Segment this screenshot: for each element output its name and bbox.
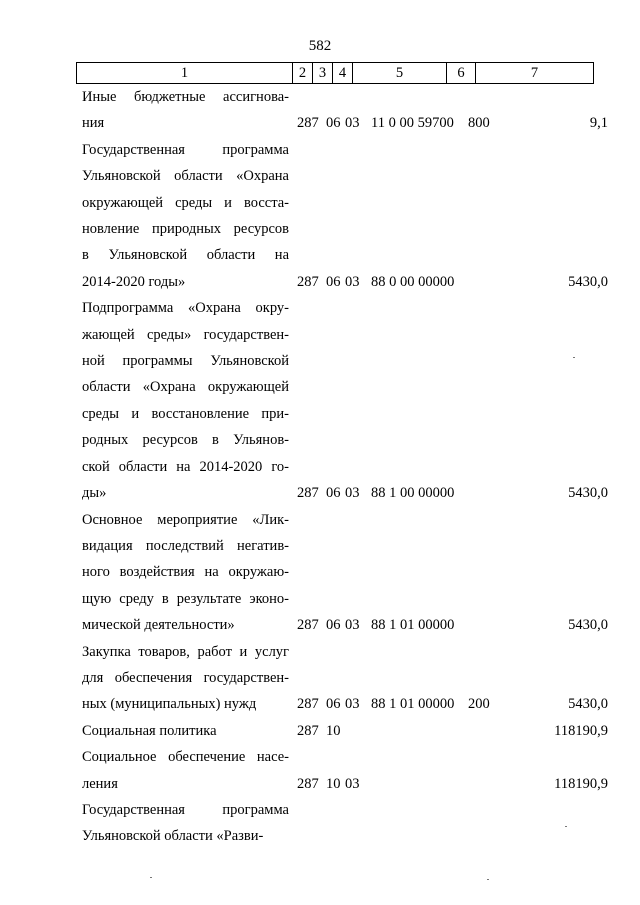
row-cell-c5: 88 0 00 00000 bbox=[371, 273, 455, 290]
description-line: Подпрограмма «Охрана окру- bbox=[82, 300, 289, 317]
header-col-1: 1 bbox=[77, 63, 293, 84]
table-row bbox=[0, 137, 640, 295]
header-col-5: 5 bbox=[353, 63, 447, 84]
description-line: Закупка товаров, работ и услуг bbox=[82, 643, 289, 660]
row-cell-c2: 287 bbox=[297, 696, 319, 713]
description-line: ления bbox=[82, 775, 118, 792]
description-line: родных ресурсов в Ульянов- bbox=[82, 432, 289, 449]
table-row bbox=[0, 507, 640, 639]
row-cell-c2: 287 bbox=[297, 115, 319, 132]
description-line: в Ульяновской области на bbox=[82, 247, 289, 264]
description-line: 2014-2020 годы» bbox=[82, 273, 186, 290]
header-col-4: 4 bbox=[333, 63, 353, 84]
row-description bbox=[82, 507, 289, 639]
description-line: Социальная политика bbox=[82, 722, 217, 739]
description-line: видация последствий негатив- bbox=[82, 537, 289, 554]
row-description bbox=[82, 295, 289, 506]
row-cell-c5: 11 0 00 59700 bbox=[371, 115, 454, 132]
column-header-row bbox=[77, 63, 594, 84]
page-number: 582 bbox=[308, 38, 332, 54]
header-col-7: 7 bbox=[476, 63, 594, 84]
row-cell-c6: 800 bbox=[468, 115, 490, 132]
description-line: Иные бюджетные ассигнова- bbox=[82, 89, 289, 105]
row-cell-c2: 287 bbox=[297, 722, 319, 739]
row-cell-c3: 06 bbox=[326, 115, 341, 132]
description-line: окружающей среды и восста- bbox=[82, 194, 289, 211]
description-line: новление природных ресурсов bbox=[82, 221, 289, 238]
row-cell-c5: 88 1 01 00000 bbox=[371, 617, 455, 634]
table-row bbox=[0, 639, 640, 718]
row-cell-c4: 03 bbox=[345, 696, 360, 713]
row-cell-c7: 5430,0 bbox=[568, 696, 608, 713]
row-cell-c2: 287 bbox=[297, 273, 319, 290]
description-line: ных (муниципальных) нужд bbox=[82, 696, 257, 713]
row-cell-c3: 06 bbox=[326, 485, 341, 502]
row-cell-c7: 118190,9 bbox=[554, 722, 608, 739]
row-cell-c4: 03 bbox=[345, 115, 360, 132]
description-line: Государственная программа bbox=[82, 801, 289, 818]
description-line: жающей среды» государствен- bbox=[82, 326, 289, 343]
budget-rows bbox=[0, 84, 640, 850]
description-line: Основное мероприятие «Лик- bbox=[82, 511, 289, 528]
row-cell-c7: 118190,9 bbox=[554, 775, 608, 792]
description-line: среды и восстановление при- bbox=[82, 405, 289, 422]
row-cell-c6: 200 bbox=[468, 696, 490, 713]
row-cell-c3: 06 bbox=[326, 617, 341, 634]
row-cell-c5: 88 1 01 00000 bbox=[371, 696, 455, 713]
scan-speck bbox=[573, 357, 575, 358]
row-cell-c4: 03 bbox=[345, 775, 360, 792]
row-description bbox=[82, 744, 289, 797]
table-row bbox=[0, 744, 640, 797]
row-cell-c7: 5430,0 bbox=[568, 485, 608, 502]
scan-speck bbox=[565, 826, 567, 827]
row-cell-c7: 9,1 bbox=[589, 115, 608, 132]
description-line: Социальное обеспечение насе- bbox=[82, 749, 289, 766]
row-description bbox=[82, 639, 289, 718]
description-line: Государственная программа bbox=[82, 141, 289, 158]
row-description bbox=[82, 797, 289, 850]
row-cell-c2: 287 bbox=[297, 485, 319, 502]
table-row bbox=[0, 718, 640, 744]
description-line: Ульяновской области «Разви- bbox=[82, 828, 264, 845]
description-line: Ульяновской области «Охрана bbox=[82, 168, 289, 185]
description-line: ды» bbox=[82, 485, 107, 502]
row-cell-c3: 10 bbox=[326, 722, 341, 739]
row-cell-c4: 03 bbox=[345, 485, 360, 502]
row-cell-c7: 5430,0 bbox=[568, 273, 608, 290]
description-line: ного воздействия на окружаю- bbox=[82, 564, 289, 581]
row-cell-c2: 287 bbox=[297, 617, 319, 634]
row-description bbox=[82, 84, 289, 137]
description-line: области «Охрана окружающей bbox=[82, 379, 289, 396]
row-cell-c7: 5430,0 bbox=[568, 617, 608, 634]
row-cell-c5: 88 1 00 00000 bbox=[371, 485, 455, 502]
row-cell-c4: 03 bbox=[345, 273, 360, 290]
description-line: ской области на 2014-2020 го- bbox=[82, 458, 289, 475]
row-description bbox=[82, 718, 289, 744]
row-cell-c3: 10 bbox=[326, 775, 341, 792]
description-line: щую среду в результате эконо- bbox=[82, 590, 289, 607]
header-col-3: 3 bbox=[313, 63, 333, 84]
table-row bbox=[0, 84, 640, 137]
column-header-table bbox=[76, 62, 594, 84]
description-line: ной программы Ульяновской bbox=[82, 353, 289, 370]
table-row bbox=[0, 797, 640, 850]
header-col-2: 2 bbox=[293, 63, 313, 84]
row-cell-c4: 03 bbox=[345, 617, 360, 634]
row-cell-c2: 287 bbox=[297, 775, 319, 792]
description-line: ния bbox=[82, 115, 105, 132]
table-row bbox=[0, 295, 640, 506]
scan-speck bbox=[150, 877, 152, 878]
description-line: для обеспечения государствен- bbox=[82, 669, 289, 686]
header-col-6: 6 bbox=[447, 63, 476, 84]
scan-speck bbox=[487, 879, 489, 880]
description-line: мической деятельности» bbox=[82, 617, 235, 634]
row-cell-c3: 06 bbox=[326, 273, 341, 290]
row-description bbox=[82, 137, 289, 295]
row-cell-c3: 06 bbox=[326, 696, 341, 713]
